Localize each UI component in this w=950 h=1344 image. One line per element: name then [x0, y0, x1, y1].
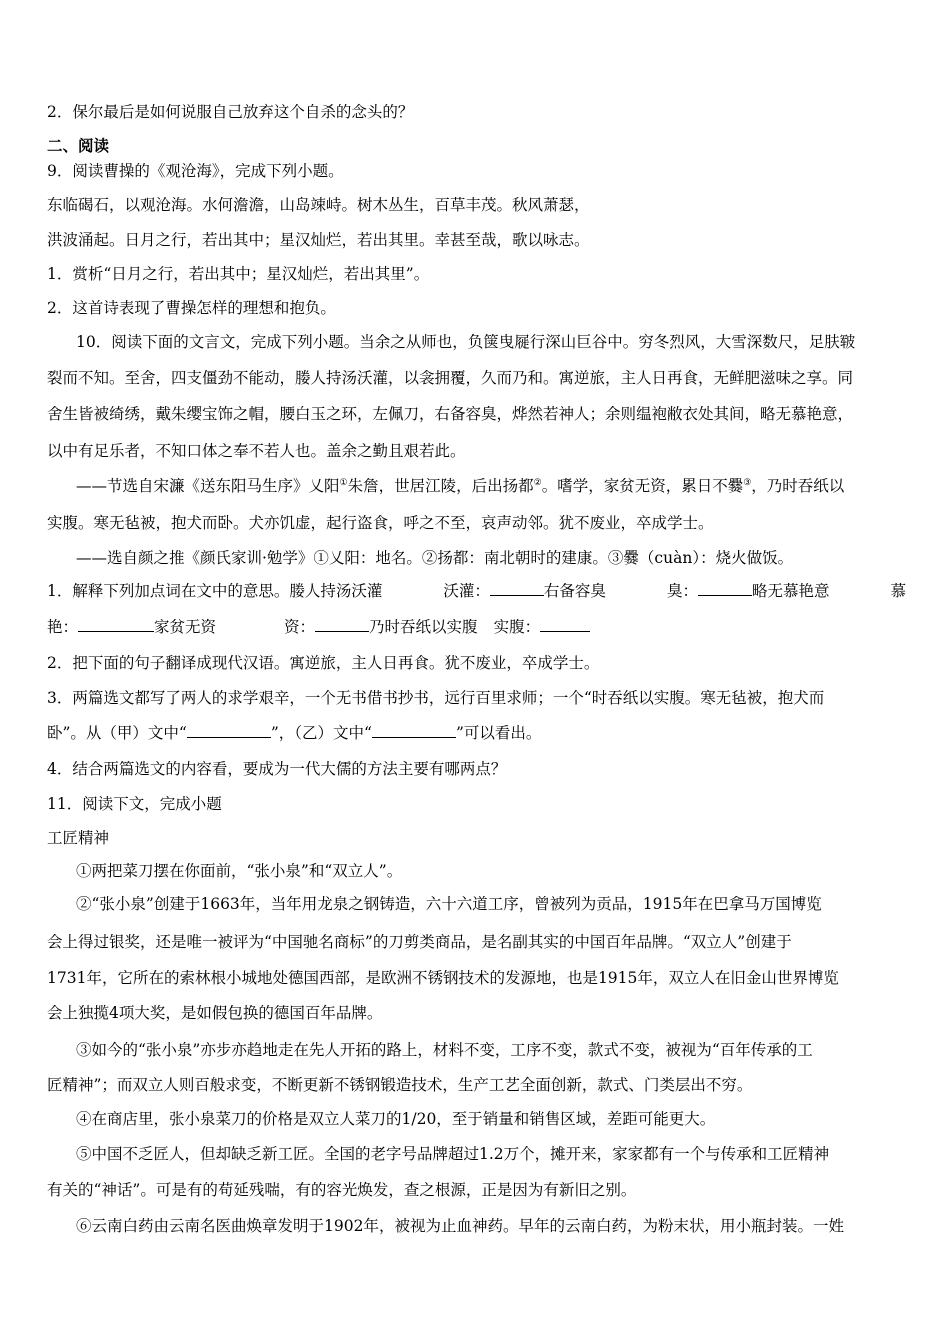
- question-9-intro: 9．阅读曹操的《观沧海》，完成下列小题。: [47, 162, 344, 180]
- question-10-para-line-1: 10．阅读下面的文言文，完成下列小题。当余之从师也，负箧曳屣行深山巨谷中。穷冬烈风，大雪深数尺，足肤皲: [76, 333, 856, 351]
- answer-blank-zi[interactable]: [315, 617, 369, 632]
- footnote-3-mark: ③: [743, 477, 752, 488]
- question-8-2: 2．保尔最后是如何说服自己放弃这个自杀的念头的？: [47, 103, 414, 121]
- article-para-3-line-1: ③如今的“张小泉”亦步亦趋地走在先人开拓的路上，材料不变，工序不变，款式不变，被视为“百年传承的工: [76, 1041, 813, 1059]
- sub-1-prompt: 1．解释下列加点词在文中的意思。媵人持汤沃灌: [47, 582, 383, 600]
- phrase-muyan: 略无慕艳意: [751, 582, 830, 600]
- phrase-rongxiu: 右备容臭: [543, 582, 606, 600]
- footnote-2-mark: ②: [533, 477, 542, 488]
- article-title: 工匠精神: [47, 829, 110, 847]
- question-10-sub-1-line-1: [47, 580, 906, 602]
- question-9-sub-2: 2．这首诗表现了曹操怎样的理想和抱负。: [47, 299, 336, 317]
- source-1-text-b: 朱詹，世居江陵，后出扬都: [347, 477, 534, 495]
- article-para-1: ①两把菜刀摆在你面前，“张小泉”和“双立人”。: [76, 862, 403, 880]
- answer-blank-wohuan[interactable]: [490, 581, 544, 596]
- question-10-sub-4: 4．结合两篇选文的内容看，要成为一代大儒的方法主要有哪两点？: [47, 760, 507, 778]
- source-1-line-2: 实腹。寒无毡被，抱犬而卧。犬亦饥虚，起行盗食，呼之不至，哀声动邻。犹不废业，卒成学士。: [47, 514, 714, 532]
- answer-blank-muyan[interactable]: [78, 617, 154, 632]
- section-title-reading: 二、阅读: [47, 137, 110, 155]
- source-1-text-c: 。嗜学，家贫无资，累日不爨: [541, 477, 744, 495]
- sub-3-text-a: 卧”。从（甲）文中“: [47, 724, 187, 742]
- source-2-footnotes: ——选自颜之推《颜氏家训·勉学》①乂阳：地名。②扬都：南北朝时的建康。③爨（cuàn）：烧火做饭。: [76, 549, 794, 567]
- source-1-text-a: ——节选自宋濂《送东阳马生序》乂阳: [76, 477, 340, 495]
- question-9-sub-1: 1．赏析“日月之行，若出其中；星汉灿烂，若出其里”。: [47, 265, 430, 283]
- footnote-1-mark: ①: [339, 477, 348, 488]
- article-para-4: ④在商店里，张小泉菜刀的价格是双立人菜刀的1/20，至于销量和销售区域，差距可能更大。: [76, 1110, 716, 1128]
- question-10-sub-2: 2．把下面的句子翻译成现代汉语。寓逆旅，主人日再食。犹不废业，卒成学士。: [47, 654, 600, 672]
- word-xiu-label: 臭：: [666, 582, 698, 600]
- question-10-sub-3-line-2: [47, 722, 906, 744]
- word-yan-label: 艳：: [47, 618, 79, 636]
- article-para-2-line-1: ②“张小泉”创建于1663年，当年用龙泉之钢铸造，六十六道工序，曾被列为贡品，1915年在巴拿马万国博览: [76, 895, 822, 913]
- phrase-jiapin: 家贫无资: [154, 618, 217, 636]
- answer-blank-jia[interactable]: [187, 723, 271, 738]
- phrase-tunzhi: 乃时吞纸以实腹: [369, 618, 478, 636]
- answer-blank-shifu[interactable]: [540, 617, 590, 632]
- question-10-sub-3-line-1: 3．两篇选文都写了两人的求学艰辛，一个无书借书抄书，远行百里求师；一个“时吞纸以实腹。寒无毡被，抱犬而: [47, 689, 825, 707]
- article-para-5-line-1: ⑤中国不乏匠人，但却缺乏新工匠。全国的老字号品牌超过1.2万个，摊开来，家家都有一个与传承和工匠精神: [76, 1145, 830, 1163]
- word-wohuan-label: 沃灌：: [443, 582, 490, 600]
- article-para-2-line-3: 1731年，它所在的索林根小城地处德国西部，是欧洲不锈钢技术的发源地，也是1915年，双立人在旧金山世界博览: [47, 969, 839, 987]
- sub-3-text-c: ”可以看出。: [455, 724, 542, 742]
- answer-blank-yi[interactable]: [372, 723, 456, 738]
- word-shifu-label: 实腹：: [493, 618, 541, 636]
- question-10-para-line-2: 裂而不知。至舍，四支僵劲不能动，媵人持汤沃灌，以衾拥覆，久而乃和。寓逆旅，主人日再食，无鲜肥滋味之享。同: [47, 369, 854, 387]
- word-zi-label: 资：: [284, 618, 316, 636]
- sub-3-text-b: ”，（乙）文中“: [270, 724, 372, 742]
- article-para-2-line-4: 会上独揽4项大奖，是如假包换的德国百年品牌。: [47, 1004, 383, 1022]
- question-11-intro: 11．阅读下文，完成小题: [47, 795, 222, 813]
- answer-blank-xiu[interactable]: [698, 581, 752, 596]
- article-para-5-line-2: 有关的“神话”。可是有的苟延残喘，有的容光焕发，查之根源，正是因为有新旧之别。: [47, 1181, 637, 1199]
- source-1-line-1: [76, 475, 906, 497]
- question-10-sub-1-line-2: [47, 616, 906, 638]
- poem-line-2: 洪波涌起。日月之行，若出其中；星汉灿烂，若出其里。幸甚至哉，歌以咏志。: [47, 231, 590, 249]
- source-1-text-d: ，乃时吞纸以: [751, 477, 845, 495]
- poem-line-1: 东临碣石，以观沧海。水何澹澹，山岛竦峙。树木丛生，百草丰茂。秋风萧瑟，: [47, 196, 590, 214]
- article-para-3-line-2: 匠精神”；而双立人则百般求变，不断更新不锈钢锻造技术，生产工艺全面创新，款式、门类层出不穷。: [47, 1076, 753, 1094]
- article-para-2-line-2: 会上得过银奖，还是唯一被评为“中国驰名商标”的刀剪类商品，是名副其实的中国百年品牌。“双立人”创建于: [47, 933, 792, 951]
- question-10-para-line-3: 舍生皆被绮绣，戴朱缨宝饰之帽，腰白玉之环，左佩刀，右备容臭，烨然若神人；余则缊袍敝衣处其间，略无慕艳意，: [47, 405, 854, 423]
- word-mu-split: 慕: [890, 582, 906, 600]
- question-10-para-line-4: 以中有足乐者，不知口体之奉不若人也。盖余之勤且艰若此。: [47, 442, 466, 460]
- article-para-6-line-1: ⑥云南白药由云南名医曲焕章发明于1902年，被视为止血神药。早年的云南白药，为粉末状，用小瓶封装。一姓: [76, 1217, 844, 1235]
